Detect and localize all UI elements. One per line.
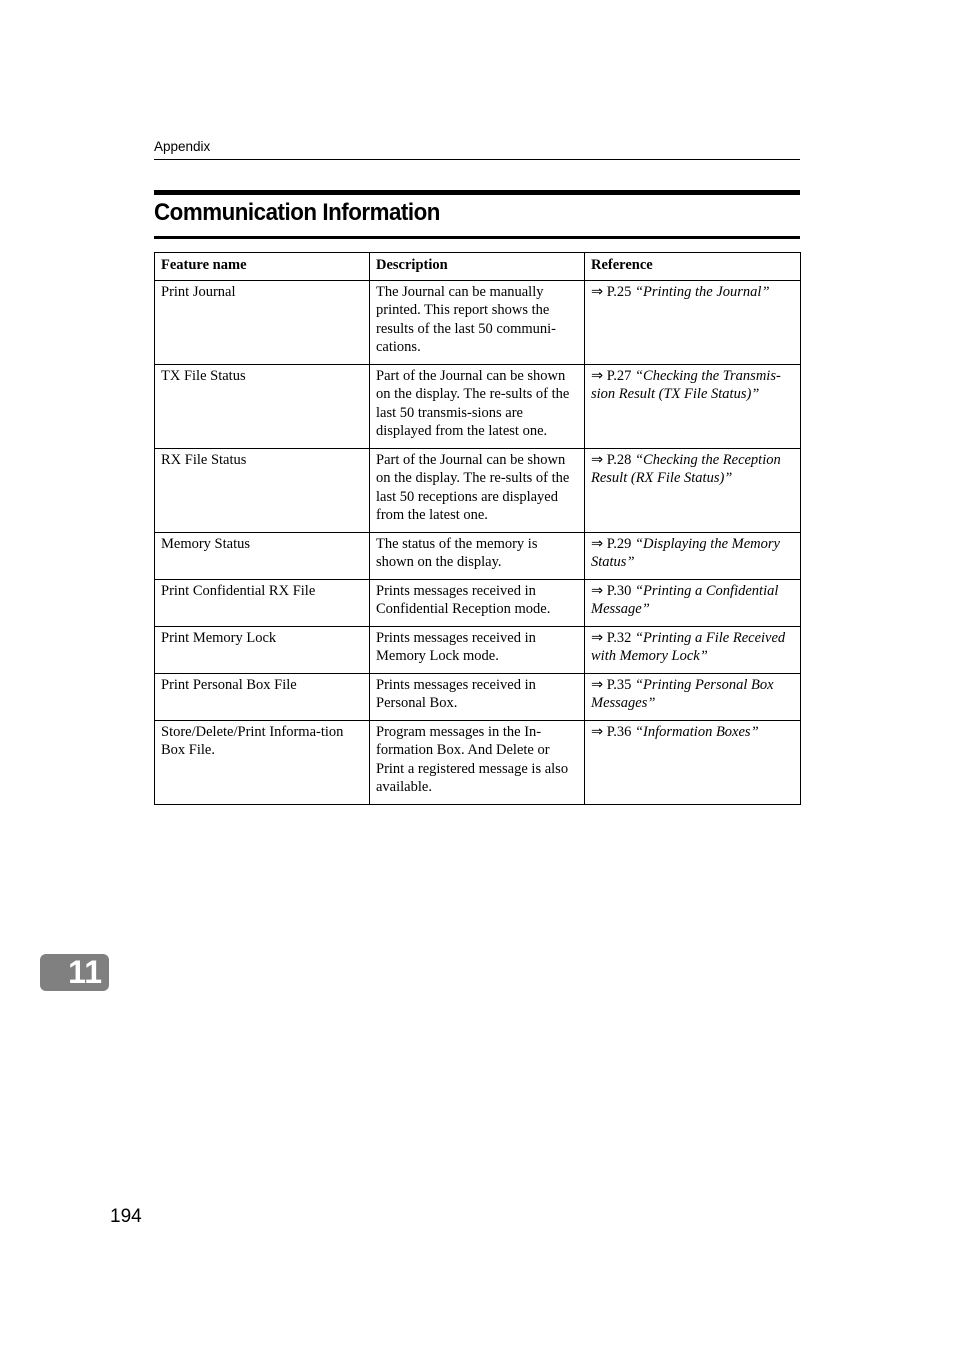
description-cell: Prints messages received in Memory Lock mode.: [370, 626, 585, 673]
communication-info-table: [154, 252, 801, 805]
reference-cell: [585, 673, 801, 720]
description-cell: Part of the Journal can be shown on the display. The re-sults of the last 50 transmis-sions are displayed from the latest one.: [370, 364, 585, 448]
reference-title: “Displaying the Memory Status”: [591, 535, 780, 570]
reference-cell: [585, 448, 801, 532]
table-row: [155, 673, 801, 720]
feature-cell: Print Confidential RX File: [155, 579, 370, 626]
reference-cell: [585, 626, 801, 673]
table-row: [155, 579, 801, 626]
table-row: [155, 364, 801, 448]
reference-cell: [585, 532, 801, 579]
reference-page: ⇒ P.36: [591, 723, 632, 740]
feature-cell: TX File Status: [155, 364, 370, 448]
column-header-reference: Reference: [585, 253, 801, 281]
table-row: [155, 532, 801, 579]
chapter-tab: 11: [40, 954, 109, 991]
reference-page: ⇒ P.27: [591, 367, 632, 384]
description-cell: The status of the memory is shown on the display.: [370, 532, 585, 579]
feature-cell: Print Memory Lock: [155, 626, 370, 673]
feature-cell: Print Journal: [155, 280, 370, 364]
table-row: [155, 720, 801, 804]
column-header-feature: Feature name: [155, 253, 370, 281]
page-title: Communication Information: [154, 199, 440, 226]
reference-title: “Printing a Confidential Message”: [591, 582, 779, 617]
table-row: [155, 626, 801, 673]
reference-title: “Printing the Journal”: [634, 283, 770, 300]
feature-cell: Store/Delete/Print Informa-tion Box File.: [155, 720, 370, 804]
table-row: [155, 280, 801, 364]
reference-title: “Information Boxes”: [634, 723, 759, 740]
title-rule-bottom: [154, 236, 800, 239]
reference-page: ⇒ P.28: [591, 451, 632, 468]
feature-cell: RX File Status: [155, 448, 370, 532]
page-number: 194: [110, 1206, 142, 1227]
description-cell: Prints messages received in Confidential Reception mode.: [370, 579, 585, 626]
reference-page: ⇒ P.35: [591, 676, 632, 693]
reference-title: “Printing a File Received with Memory Lock”: [591, 629, 786, 664]
running-header: Appendix: [154, 139, 211, 154]
reference-cell: [585, 280, 801, 364]
feature-cell: Memory Status: [155, 532, 370, 579]
table-header-row: [155, 253, 801, 281]
reference-cell: [585, 364, 801, 448]
reference-cell: [585, 720, 801, 804]
description-cell: Prints messages received in Personal Box.: [370, 673, 585, 720]
reference-title: “Checking the Reception Result (RX File Status)”: [591, 451, 781, 486]
reference-title: “Checking the Transmis-sion Result (TX File Status)”: [591, 367, 781, 402]
description-cell: Part of the Journal can be shown on the display. The re-sults of the last 50 receptions are displayed from the latest one.: [370, 448, 585, 532]
reference-page: ⇒ P.25: [591, 283, 632, 300]
reference-page: ⇒ P.29: [591, 535, 632, 552]
reference-title: “Printing Personal Box Messages”: [591, 676, 774, 711]
description-cell: Program messages in the In-formation Box. And Delete or Print a registered message is also available.: [370, 720, 585, 804]
title-rule-top: [154, 190, 800, 195]
header-rule: [154, 159, 800, 160]
table-row: [155, 448, 801, 532]
column-header-description: Description: [370, 253, 585, 281]
description-cell: The Journal can be manually printed. This report shows the results of the last 50 communi-cations.: [370, 280, 585, 364]
feature-cell: Print Personal Box File: [155, 673, 370, 720]
reference-cell: [585, 579, 801, 626]
reference-page: ⇒ P.32: [591, 629, 632, 646]
reference-page: ⇒ P.30: [591, 582, 632, 599]
